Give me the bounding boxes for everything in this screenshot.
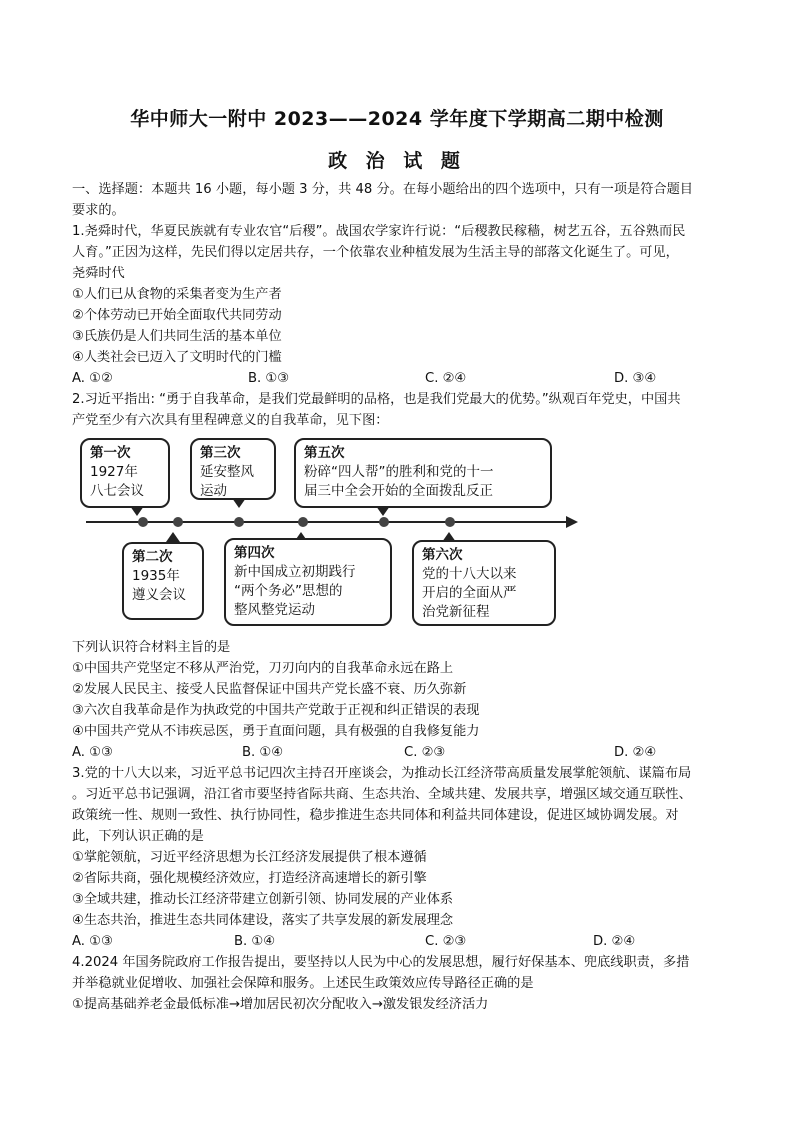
- q1-stem-line: 尧舜时代: [72, 266, 125, 281]
- q1-option-d: D. ③④: [614, 371, 657, 386]
- milestone-5-bubble: [294, 438, 552, 508]
- timeline-dot: [173, 517, 183, 527]
- q2-item: ③六次自我革命是作为执政党的中国共产党敢于正视和纠正错误的表现: [72, 703, 480, 718]
- milestone-2-bubble: [122, 542, 204, 620]
- q1-item: ①人们已从食物的采集者变为生产者: [72, 287, 282, 302]
- q2-item: ②发展人民民主、接受人民监督保证中国共产党长盛不衰、历久弥新: [72, 682, 467, 697]
- q2-option-d: D. ②④: [614, 745, 657, 760]
- q3-option-d: D. ②④: [593, 934, 636, 949]
- self-revolution-timeline: [72, 432, 592, 632]
- milestone-title: 第五次: [304, 445, 345, 461]
- q2-option-b: B. ①④: [242, 745, 284, 760]
- q2-item: ①中国共产党坚定不移从严治党，刀刃向内的自我革命永远在路上: [72, 661, 454, 676]
- milestone-text: 开启的全面从严: [422, 585, 517, 601]
- q2-stem-line: 产党至少有六次具有里程碑意义的自我革命，见下图：: [72, 413, 389, 428]
- q1-item: ③氏族仍是人们共同生活的基本单位: [72, 329, 282, 344]
- milestone-text: 1927年: [90, 464, 138, 480]
- milestone-title: 第一次: [90, 445, 131, 461]
- milestone-title: 第二次: [132, 549, 173, 565]
- milestone-text: 遵义会议: [132, 587, 186, 603]
- q1-stem-line: 人育。”正因为这样，先民们得以定居共存，一个依靠农业种植发展为生活主导的部落文化诞生了。可见，: [72, 245, 679, 260]
- milestone-text: 整风整党运动: [234, 602, 315, 618]
- timeline-dot: [138, 517, 148, 527]
- q4-item: ①提高基础养老金最低标准→增加居民初次分配收入→激发银发经济活力: [72, 997, 489, 1012]
- q3-item: ②省际共商，强化规模经济效应，打造经济高速增长的新引擎: [72, 871, 427, 886]
- q3-stem-line: 政策统一性、规则一致性、执行协同性，稳步推进生态共同体和利益共同体建设，促进区域协调发展。对: [72, 808, 679, 823]
- q2-lead: 下列认识符合材料主旨的是: [72, 640, 231, 655]
- milestone-text: 八七会议: [90, 483, 144, 499]
- q1-option-b: B. ①③: [248, 371, 290, 386]
- q1-item: ②个体劳动已开始全面取代共同劳动: [72, 308, 282, 323]
- q1-option-a: A. ①②: [72, 371, 113, 386]
- milestone-title: 第四次: [234, 545, 275, 561]
- q1-stem-line: 1.尧舜时代，华夏民族就有专业农官“后稷”。战国农学家许行说：“后稷教民稼穑，树艺五谷，五谷熟而民: [72, 224, 686, 239]
- milestone-text: “两个务必”思想的: [234, 583, 343, 599]
- timeline-dot: [234, 517, 244, 527]
- q3-option-b: B. ①④: [234, 934, 276, 949]
- milestone-6-bubble: [412, 540, 556, 626]
- q1-option-c: C. ②④: [425, 371, 467, 386]
- milestone-3-bubble: [190, 438, 276, 500]
- bubble-pointer: [232, 498, 246, 508]
- bubble-pointer: [376, 506, 390, 516]
- milestone-text: 治党新征程: [422, 604, 490, 620]
- timeline-dot: [445, 517, 455, 527]
- exam-title: 华中师大一附中 2023——2024 学年度下学期高二期中检测: [130, 108, 664, 130]
- milestone-text: 运动: [200, 483, 227, 499]
- bubble-pointer: [130, 506, 144, 516]
- q3-item: ④生态共治，推进生态共同体建设，落实了共享发展的新发展理念: [72, 913, 454, 928]
- timeline-axis: [86, 521, 566, 523]
- milestone-text: 届三中全会开始的全面拨乱反正: [304, 483, 493, 499]
- q3-stem-line: 此，下列认识正确的是: [72, 829, 204, 844]
- q2-item: ④中国共产党从不讳疾忌医，勇于直面问题，具有极强的自我修复能力: [72, 724, 480, 739]
- q3-option-c: C. ②③: [425, 934, 467, 949]
- q1-item: ④人类社会已迈入了文明时代的门槛: [72, 350, 282, 365]
- bubble-pointer: [166, 532, 180, 542]
- section-instruction: 一、选择题：本题共 16 小题，每小题 3 分，共 48 分。在每小题给出的四个选项中，只有一项是符合题目: [72, 182, 693, 197]
- milestone-title: 第六次: [422, 547, 463, 563]
- q2-stem-line: 2.习近平指出: “勇于自我革命，是我们党最鲜明的品格，也是我们党最大的优势。”纵观百年党史，中国共: [72, 392, 681, 407]
- section-instruction-cont: 要求的。: [72, 203, 125, 218]
- milestone-1-bubble: [80, 438, 170, 508]
- q4-stem-line: 4.2024 年国务院政府工作报告提出，要坚持以人民为中心的发展思想，履行好保基本、兜底线职责，多措: [72, 955, 690, 970]
- milestone-title: 第三次: [200, 445, 241, 461]
- timeline-dot: [379, 517, 389, 527]
- q4-stem-line: 并举稳就业促增收、加强社会保障和服务。上述民生政策效应传导路径正确的是: [72, 976, 534, 991]
- timeline-dot: [298, 517, 308, 527]
- q2-option-a: A. ①③: [72, 745, 113, 760]
- q3-stem-line: 3.党的十八大以来，习近平总书记四次主持召开座谈会，为推动长江经济带高质量发展掌舵领航、谋篇布局: [72, 766, 692, 781]
- milestone-text: 新中国成立初期践行: [234, 564, 356, 580]
- timeline-arrow-icon: [566, 516, 578, 528]
- milestone-text: 1935年: [132, 568, 180, 584]
- milestone-text: 粉碎“四人帮”的胜利和党的十一: [304, 464, 494, 480]
- q3-option-a: A. ①③: [72, 934, 113, 949]
- milestone-text: 党的十八大以来: [422, 566, 517, 582]
- q3-stem-line: 。习近平总书记强调，沿江省市要坚持省际共商、生态共治、全域共建、发展共享，增强区域交通互联性、: [72, 787, 692, 802]
- q3-item: ③全域共建，推动长江经济带建立创新引领、协同发展的产业体系: [72, 892, 454, 907]
- exam-subtitle: 政 治 试 题: [328, 150, 466, 172]
- milestone-4-bubble: [224, 538, 392, 626]
- q3-item: ①掌舵领航，习近平经济思想为长江经济发展提供了根本遵循: [72, 850, 427, 865]
- milestone-text: 延安整风: [200, 464, 254, 480]
- q2-option-c: C. ②③: [404, 745, 446, 760]
